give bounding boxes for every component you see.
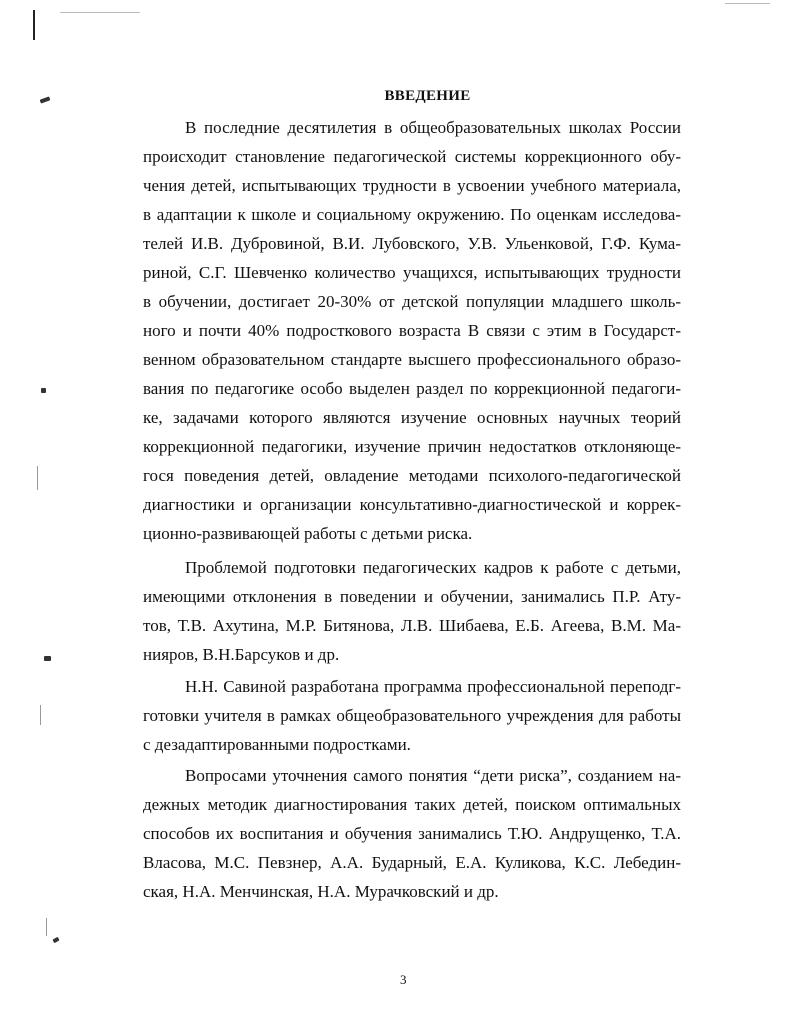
- paragraph-4-line: Власова, М.С. Певзнер, А.А. Бударный, Е.А. Куликова, К.С. Лебедин-: [143, 853, 681, 872]
- binder-hole-mark: [52, 937, 59, 943]
- paragraph-1-line: В последние десятилетия в общеобразовательных школах России: [185, 118, 681, 137]
- scan-top-right-line: [725, 3, 770, 4]
- paragraph-1-line: ционно-развивающей работы с детьми риска.: [143, 524, 473, 543]
- paragraph-1-line: в обучении, достигает 20-30% от детской популяции младшего школь-: [143, 292, 681, 311]
- paragraph-1-line: чения детей, испытывающих трудности в усвоении учебного материала,: [143, 176, 681, 195]
- paragraph-1-line: коррекционной педагогики, изучение причин недостатков отклоняюще-: [143, 437, 681, 456]
- paragraph-4-line: ская, Н.А. Менчинская, Н.А. Мурачковский и др.: [143, 882, 499, 901]
- binder-hole-mark: [44, 656, 51, 661]
- scan-edge-mark: [33, 10, 35, 40]
- paragraph-2-line: тов, Т.В. Ахутина, М.Р. Битянова, Л.В. Шибаева, Е.Б. Агеева, В.М. Ма-: [143, 616, 681, 635]
- paragraph-3-line: готовки учителя в рамках общеобразовательного учреждения для работы: [143, 706, 681, 725]
- paragraph-2-line: Проблемой подготовки педагогических кадров к работе с детьми,: [185, 558, 681, 577]
- margin-line-mark: [37, 466, 38, 490]
- margin-line-mark: [40, 705, 41, 725]
- paragraph-1-line: ного и почти 40% подросткового возраста В связи с этим в Государст-: [143, 321, 681, 340]
- paragraph-3-line: с дезадаптированными подростками.: [143, 735, 411, 754]
- paragraph-2-line: имеющими отклонения в поведении и обучении, занимались П.Р. Ату-: [143, 587, 681, 606]
- page-title: ВВЕДЕНИЕ: [384, 88, 471, 104]
- scan-top-line: [60, 12, 140, 13]
- paragraph-1-line: в адаптации к школе и социальному окружению. По оценкам исследова-: [143, 205, 681, 224]
- paragraph-1-line: венном образовательном стандарте высшего профессионального образо-: [143, 350, 681, 369]
- paragraph-1-line: происходит становление педагогической системы коррекционного обу-: [143, 147, 681, 166]
- paragraph-3-line: Н.Н. Савиной разработана программа профессиональной переподг-: [185, 677, 681, 696]
- paragraph-2-line: нияров, В.Н.Барсуков и др.: [143, 645, 340, 664]
- paragraph-1-line: вания по педагогике особо выделен раздел по коррекционной педагоги-: [143, 379, 681, 398]
- paragraph-1-line: гося поведения детей, овладение методами психолого-педагогической: [143, 466, 681, 485]
- paragraph-4-line: Вопросами уточнения самого понятия “дети риска”, созданием на-: [185, 766, 681, 785]
- paragraph-4-line: способов их воспитания и обучения занимались Т.Ю. Андрущенко, Т.А.: [143, 824, 681, 843]
- paragraph-1-line: риной, С.Г. Шевченко количество учащихся, испытывающих трудности: [143, 263, 681, 282]
- paragraph-4-line: дежных методик диагностирования таких детей, поиском оптимальных: [143, 795, 681, 814]
- paragraph-1-line: ке, задачами которого являются изучение основных научных теорий: [143, 408, 681, 427]
- paragraph-1-line: телей И.В. Дубровиной, В.И. Лубовского, У.В. Ульенковой, Г.Ф. Кума-: [143, 234, 681, 253]
- paragraph-1-line: диагностики и организации консультативно-диагностической и коррек-: [143, 495, 681, 514]
- margin-line-mark: [46, 918, 47, 936]
- binder-hole-mark: [41, 388, 46, 393]
- page-number: 3: [400, 972, 407, 987]
